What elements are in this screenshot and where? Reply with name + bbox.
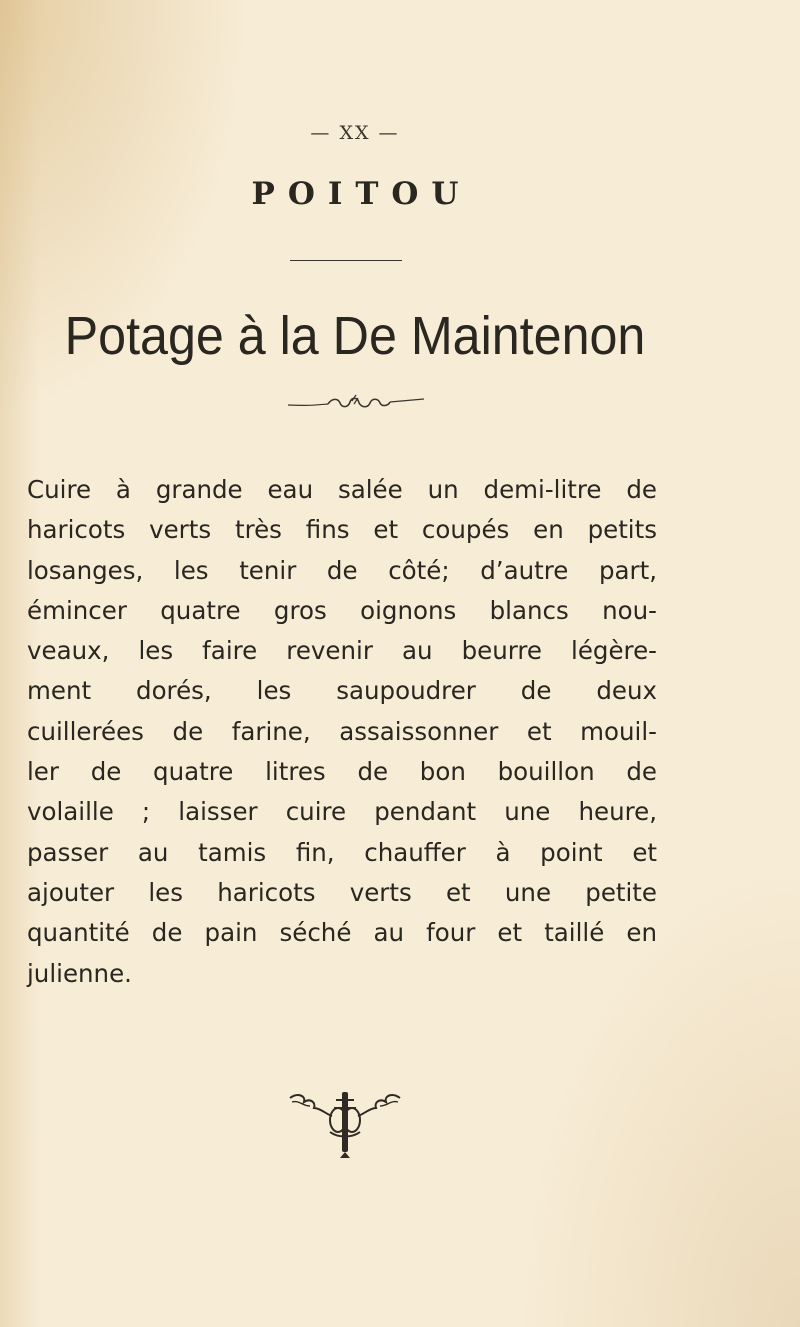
- body-line: ler de quatre litres de bon bouillon de: [27, 757, 657, 787]
- body-line: julienne.: [27, 958, 132, 988]
- body-line: passer au tamis fin, chauffer à point et: [27, 837, 657, 867]
- body-line: Cuire à grande eau salée un demi-litre de: [27, 475, 657, 504]
- body-line: émincer quatre gros oignons blancs nou-: [27, 595, 657, 625]
- region-heading: POITOU: [251, 176, 472, 212]
- body-line: veaux, les faire revenir au beurre légère-: [27, 636, 657, 666]
- page-number: — XX —: [310, 122, 400, 144]
- recipe-title: Potage à la De Maintenon: [64, 306, 646, 366]
- body-line: cuillerées de farine, assaissonner et mouil-: [27, 716, 657, 746]
- floral-vignette-icon: [270, 1088, 420, 1158]
- body-line: haricots verts très fins et coupés en petits: [27, 515, 657, 545]
- body-line: ajouter les haricots verts et une petite: [27, 877, 657, 907]
- body-line: volaille ; laisser cuire pendant une heure,: [27, 797, 657, 827]
- body-line: ment dorés, les saupoudrer de deux: [27, 676, 657, 706]
- body-line: losanges, les tenir de côté; d’autre part,: [27, 555, 657, 585]
- recipe-body: [27, 470, 657, 994]
- flourish-divider-icon: [286, 392, 426, 416]
- heading-rule: [290, 260, 402, 261]
- body-line: quantité de pain séché au four et taillé en: [27, 918, 657, 948]
